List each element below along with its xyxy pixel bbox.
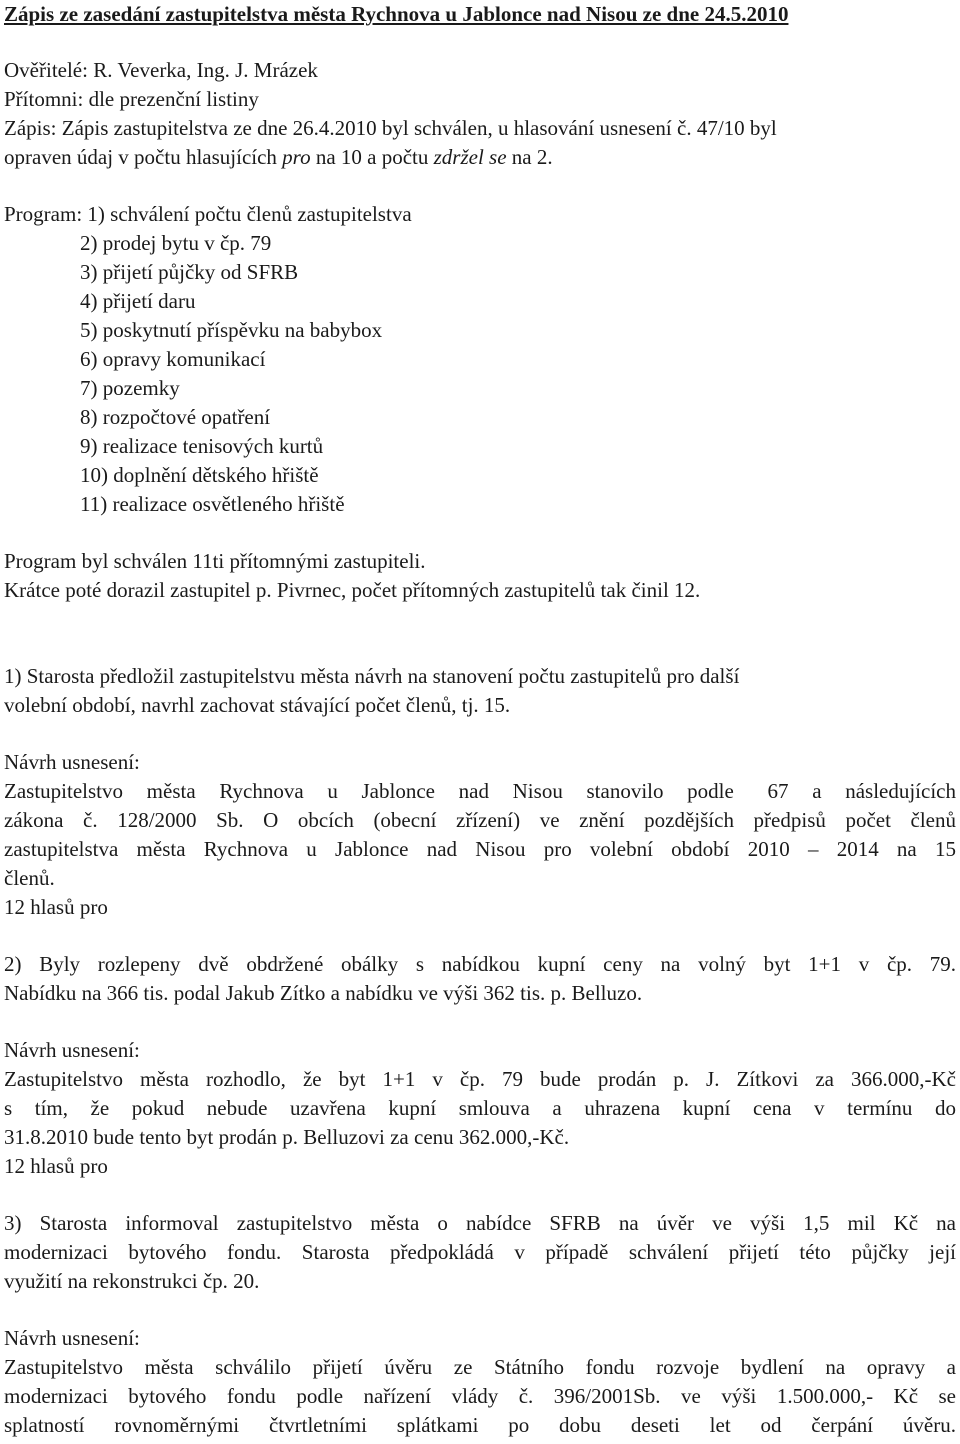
section3-line-2: modernizaci bytového fondu. Starosta předpokládá v případě schválení přijetí této půjčky její [4,1240,956,1264]
program-label: Program: 1) schválení počtu členů zastupitelstva [4,202,412,226]
section1-resolution-line-2: zákona č. 128/2000 Sb. O obcích (obecní zřízení) ve znění pozdějších předpisů počet členů [4,808,956,832]
section1-resolution-text: Zastupitelstvo města Rychnova u Jablonce nad Nisou stanovilo podle [4,779,734,803]
section2-resolution-line-2: s tím, že pokud nebude uzavřena kupní smlouva a uhrazena kupní cena v termínu do [4,1096,956,1120]
program-item: 5) poskytnutí příspěvku na babybox [80,318,383,342]
section2-vote: 12 hlasů pro [4,1154,108,1178]
program-approved: Program byl schválen 11ti přítomnými zastupiteli. [4,549,426,573]
section1-resolution-line-3: zastupitelstva města Rychnova u Jablonce nad Nisou pro volební období 2010 – 2014 na 15 [4,837,956,861]
verifiers-line: Ověřitelé: R. Veverka, Ing. J. Mrázek [4,58,318,82]
program-item: 2) prodej bytu v čp. 79 [80,231,272,255]
minutes-line-1: Zápis: Zápis zastupitelstva ze dne 26.4.2010 byl schválen, u hlasování usnesení č. 47/10 byl [4,116,777,140]
section3-line-1: 3) Starosta informoval zastupitelstvo města o nabídce SFRB na úvěr ve výši 1,5 mil Kč na [4,1211,956,1235]
program-item: 9) realizace tenisových kurtů [80,434,324,458]
section1-resolution-line-4: členů. [4,866,55,890]
minutes-pro: pro [282,145,311,169]
document-title: Zápis ze zasedání zastupitelstva města Rychnova u Jablonce nad Nisou ze dne 24.5.2010 [4,2,789,26]
section1-vote: 12 hlasů pro [4,895,108,919]
section2-resolution-heading: Návrh usnesení: [4,1038,140,1062]
section2-resolution-line-1: Zastupitelstvo města rozhodlo, že byt 1+1 v čp. 79 bude prodán p. J. Zítkovi za 366.000,-Kč [4,1067,956,1091]
minutes-zdrzel: zdržel se [433,145,507,169]
program-item: 10) doplnění dětského hřiště [80,463,319,487]
minutes-text-e: na 2. [506,145,553,169]
section1-paragraph-ref: 67 a následujících [767,779,956,803]
minutes-text-a: opraven údaj v počtu hlasujících [4,145,283,169]
section3-resolution-heading: Návrh usnesení: [4,1326,140,1350]
section2-line-1: 2) Byly rozlepeny dvě obdržené obálky s nabídkou kupní ceny na volný byt 1+1 v čp. 79. [4,952,956,976]
program-item: 4) přijetí daru [80,289,196,313]
section3-resolution-line-3: splatností rovnoměrnými čtvrtletními splátkami po dobu deseti let od čerpání úvěru. [4,1413,956,1437]
program-item: 8) rozpočtové opatření [80,405,271,429]
section1-resolution-heading: Návrh usnesení: [4,750,140,774]
section3-resolution-line-2: modernizaci bytového fondu podle nařízení vlády č. 396/2001Sb. ve výši 1.500.000,- Kč se [4,1384,956,1408]
minutes-text-c: na 10 a počtu [310,145,434,169]
section1-line-2: volební období, navrhl zachovat stávající počet členů, tj. 15. [4,693,511,717]
attendance-line: Přítomni: dle prezenční listiny [4,87,259,111]
minutes-line-2 [4,143,553,172]
program-item: 3) přijetí půjčky od SFRB [80,260,299,284]
late-arrival: Krátce poté dorazil zastupitel p. Pivrnec, počet přítomných zastupitelů tak činil 12. [4,578,701,602]
section1-line-1: 1) Starosta předložil zastupitelstvu města návrh na stanovení počtu zastupitelů pro další [4,664,740,688]
section2-line-2: Nabídku na 366 tis. podal Jakub Zítko a nabídku ve výši 362 tis. p. Belluzo. [4,981,643,1005]
program-item: 7) pozemky [80,376,180,400]
section2-resolution-line-3: 31.8.2010 bude tento byt prodán p. Belluzovi za cenu 362.000,-Kč. [4,1125,570,1149]
section1-resolution-line-1 [4,777,956,806]
section3-resolution-line-1: Zastupitelstvo města schválilo přijetí úvěru ze Státního fondu rozvoje bydlení na opravy a [4,1355,956,1379]
program-item: 11) realizace osvětleného hřiště [80,492,345,516]
section3-line-3: využití na rekonstrukci čp. 20. [4,1269,260,1293]
program-item: 6) opravy komunikací [80,347,266,371]
